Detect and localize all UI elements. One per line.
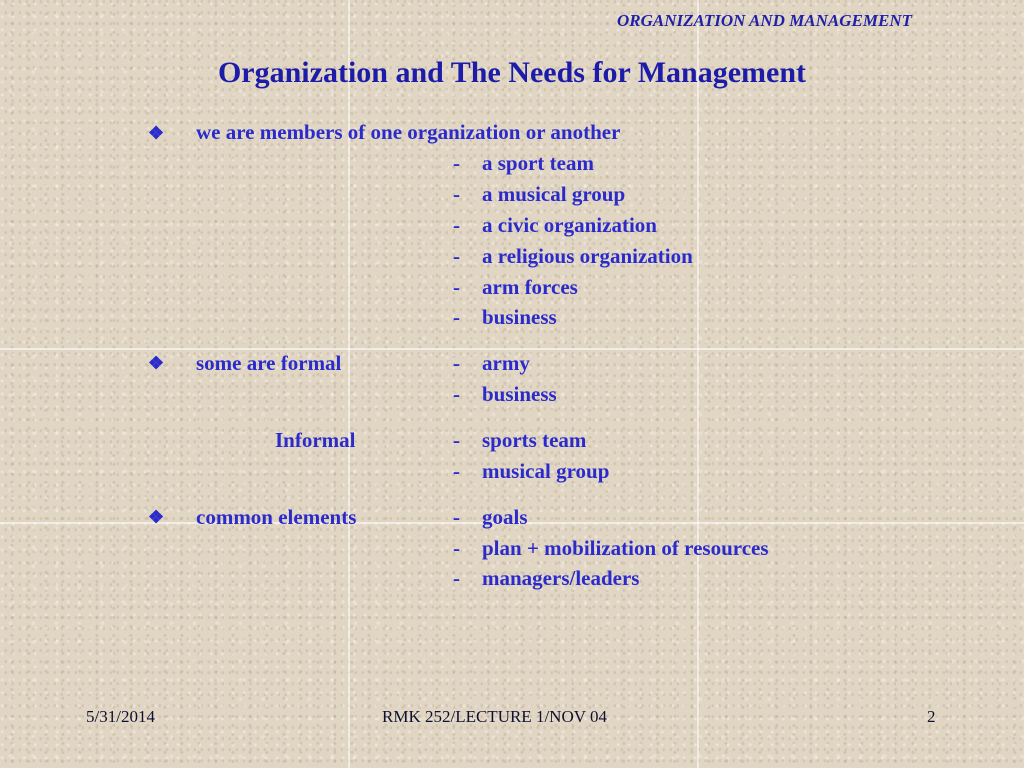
list-dash: -	[453, 566, 460, 590]
footer-date: 5/31/2014	[86, 707, 155, 726]
list-dash: -	[453, 275, 460, 299]
list-dash: -	[453, 182, 460, 206]
diamond-bullet-icon: ❖	[148, 507, 165, 527]
list-item: plan + mobilization of resources	[482, 536, 769, 560]
list-item: a sport team	[482, 151, 594, 175]
list-item: a civic organization	[482, 213, 657, 237]
list-dash: -	[453, 505, 460, 529]
footer-page-number: 2	[927, 707, 936, 726]
list-dash: -	[453, 382, 460, 406]
list-dash: -	[453, 428, 460, 452]
list-dash: -	[453, 305, 460, 329]
slide-title	[0, 56, 1024, 90]
list-item: goals	[482, 505, 528, 529]
section-lead-text: common elements	[196, 505, 357, 529]
list-item: sports team	[482, 428, 587, 452]
list-dash: -	[453, 536, 460, 560]
slide-header-label: ORGANIZATION AND MANAGEMENT	[616, 11, 912, 30]
list-item: a musical group	[482, 182, 626, 206]
list-item: business	[482, 382, 557, 406]
list-dash: -	[453, 244, 460, 268]
footer-course: RMK 252/LECTURE 1/NOV 04	[382, 707, 607, 726]
list-item: musical group	[482, 459, 610, 483]
diamond-bullet-icon: ❖	[148, 123, 165, 143]
list-item: a religious organization	[482, 244, 693, 268]
list-item: army	[482, 351, 530, 375]
section-lead-text: we are members of one organization or another	[196, 120, 621, 144]
list-dash: -	[453, 151, 460, 175]
slide-title-text: Organization and The Needs for Management	[217, 56, 807, 89]
section-lead-text: some are formal	[196, 351, 342, 375]
diamond-bullet-icon: ❖	[148, 353, 165, 373]
slide-content	[0, 118, 1024, 618]
section-lead-text: Informal	[275, 428, 356, 452]
list-item: managers/leaders	[482, 566, 640, 590]
list-item: arm forces	[482, 275, 578, 299]
list-item: business	[482, 305, 557, 329]
list-dash: -	[453, 459, 460, 483]
list-dash: -	[453, 213, 460, 237]
list-dash: -	[453, 351, 460, 375]
